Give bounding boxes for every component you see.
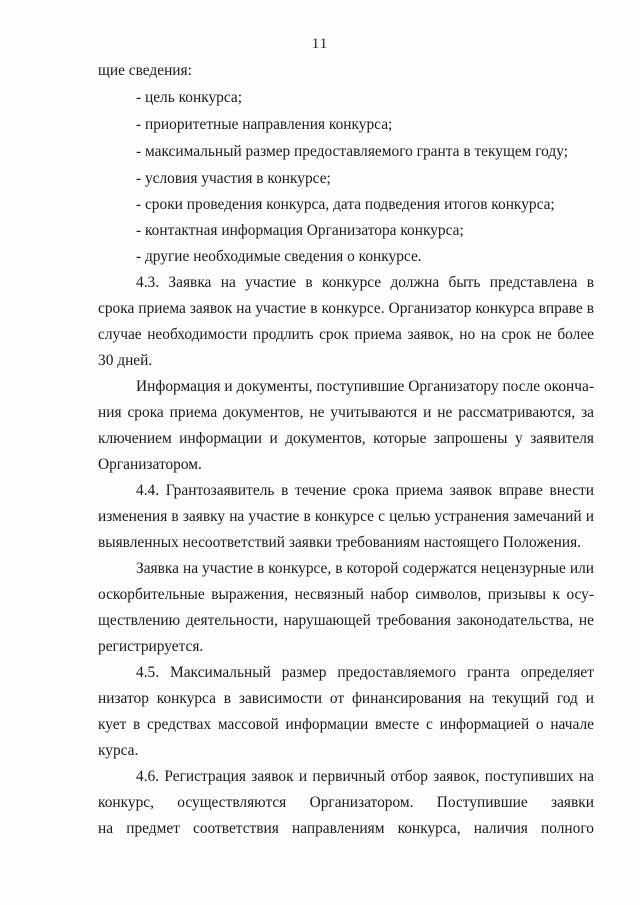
paragraph-line: 4.3. Заявка на участие в конкурсе должна быть представлена в [136, 274, 594, 291]
paragraph-line: ключением информации и документов, которые запрошены у заявителя [98, 430, 594, 447]
paragraph-line: низатор конкурса в зависимости от финансирования на текущий год и [98, 690, 594, 707]
paragraph-line: 30 дней. [98, 352, 153, 369]
paragraph-line: конкурс, осуществляются Организатором. Поступившие заявки [98, 794, 594, 811]
paragraph-line: изменения в заявку на участие в конкурсе с целью устранения замечаний и [98, 508, 594, 525]
paragraph-line: на предмет соответствия направлениям конкурса, наличия полного [98, 820, 594, 837]
list-item: - приоритетные направления конкурса; [136, 116, 393, 133]
paragraph-line: 4.6. Регистрация заявок и первичный отбор заявок, поступивших на [136, 768, 594, 785]
text-line: щие сведения: [98, 62, 192, 79]
paragraph-line: случае необходимости продлить срок приема заявок, но на срок не более [98, 326, 594, 343]
page-number: 11 [311, 36, 329, 52]
paragraph-line: оскорбительные выражения, несвязный набор символов, призывы к осу- [98, 586, 594, 603]
paragraph-line: ществлению деятельности, нарушающей требования законодательства, не [98, 612, 594, 629]
paragraph-line: выявленных несоответствий заявки требованиям настоящего Положения. [98, 534, 582, 551]
list-item: - максимальный размер предоставляемого гранта в текущем году; [136, 143, 569, 160]
paragraph-line: кует в средствах массовой информации вместе с информацией о начале [98, 716, 594, 733]
list-item: - цель конкурса; [136, 89, 242, 106]
paragraph-line: ния срока приема документов, не учитываются и не рассматриваются, за [98, 404, 594, 421]
list-item: - условия участия в конкурсе; [136, 170, 331, 187]
paragraph-line: Заявка на участие в конкурсе, в которой содержатся нецензурные или [136, 560, 594, 577]
list-item: - контактная информация Организатора конкурса; [136, 222, 464, 239]
paragraph-line: курса. [98, 742, 139, 759]
paragraph-line: 4.5. Максимальный размер предоставляемого гранта определяет [136, 664, 594, 681]
paragraph-line: регистрируется. [98, 638, 204, 655]
list-item: - другие необходимые сведения о конкурсе. [136, 248, 422, 265]
list-item: - сроки проведения конкурса, дата подведения итогов конкурса; [136, 196, 555, 213]
paragraph-line: Информация и документы, поступившие Организатору после оконча- [136, 378, 594, 395]
paragraph-line: Организатором. [98, 456, 202, 473]
paragraph-line: срока приема заявок на участие в конкурсе. Организатор конкурса вправе в [98, 300, 594, 317]
paragraph-line: 4.4. Грантозаявитель в течение срока приема заявок вправе внести [136, 482, 594, 499]
